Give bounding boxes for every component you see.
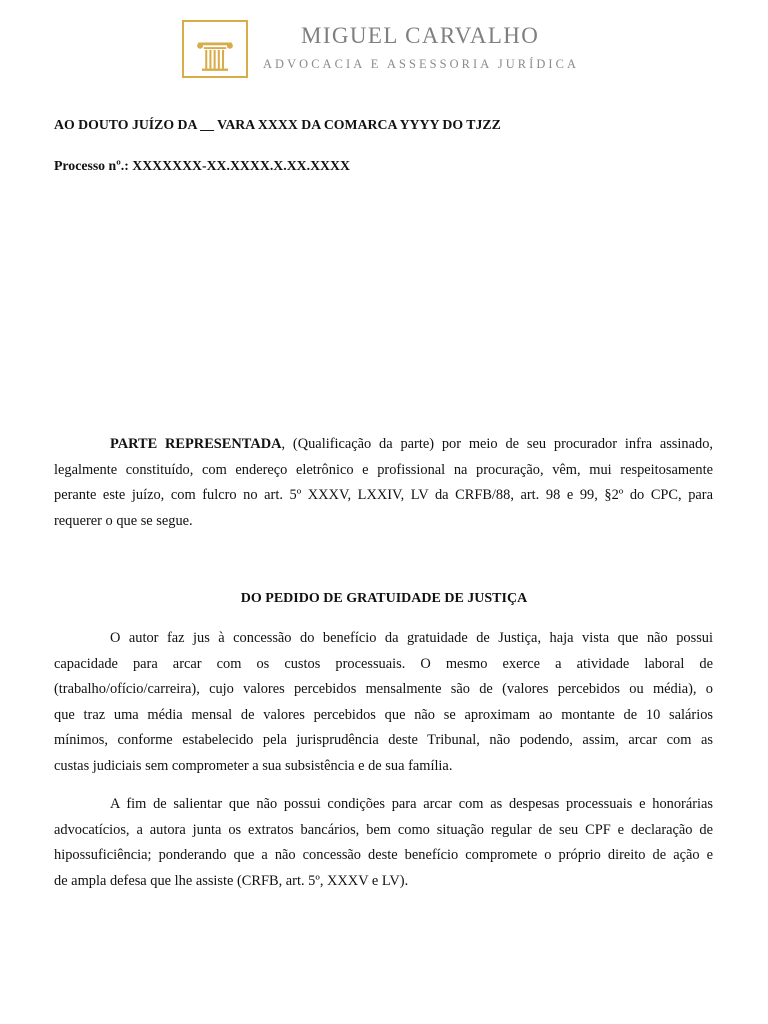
intro-paragraph (54, 432, 713, 534)
paragraph-line: que traz uma média mensal de valores percebidos que não se aproximam ao montante de 10 salários (54, 706, 713, 723)
paragraph-line: hipossuficiência; ponderando que a não concessão deste benefício compromete o próprio direito de ação e (54, 847, 713, 863)
intro-line: requerer o que se segue. (54, 512, 193, 529)
paragraph-line: mínimos, conforme estabelecido pela jurisprudência deste Tribunal, não podendo, assim, arcar com as (54, 732, 713, 748)
process-number: Processo nº.: XXXXXXX-XX.XXXX.X.XX.XXXX (54, 158, 350, 173)
paragraph-line: capacidade para arcar com os custos processuais. O mesmo exerce a atividade laboral de (54, 655, 713, 672)
gratuity-paragraph-2 (54, 792, 713, 894)
intro-line: perante este juízo, com fulcro no art. 5º XXXV, LXXIV, LV da CRFB/88, art. 98 e 99, §2º do CPC, para (54, 487, 713, 503)
paragraph-line: custas judiciais sem comprometer a sua subsistência e de sua família. (54, 757, 453, 774)
firm-tagline: ADVOCACIA E ASSESSORIA JURÍDICA (263, 57, 580, 71)
addressee-heading: AO DOUTO JUÍZO DA __ VARA XXXX DA COMARCA YYYY DO TJZZ (54, 117, 501, 132)
intro-line: PARTE REPRESENTADA, (Qualificação da parte) por meio de seu procurador infra assinado, (110, 436, 713, 452)
paragraph-line: de ampla defesa que lhe assiste (CRFB, art. 5º, XXXV e LV). (54, 872, 409, 889)
column-icon (184, 22, 246, 76)
firm-logo (182, 20, 248, 78)
firm-name: MIGUEL CARVALHO (301, 23, 540, 48)
paragraph-line: A fim de salientar que não possui condições para arcar com as despesas processuais e honorárias (110, 796, 713, 812)
paragraph-line: advocatícios, a autora junta os extratos bancários, bem como situação regular de seu CPF e declaração de (54, 821, 713, 838)
paragraph-line: O autor faz jus à concessão do benefício da gratuidade de Justiça, haja vista que não possui (110, 630, 713, 646)
section-title: DO PEDIDO DE GRATUIDADE DE JUSTIÇA (240, 591, 528, 606)
gratuity-paragraph-1 (54, 626, 713, 779)
party-label: PARTE REPRESENTADA (110, 436, 282, 452)
paragraph-line: (trabalho/ofício/carreira), cujo valores percebidos mensalmente são de (valores percebidos ou média), o (54, 681, 713, 697)
intro-line: legalmente constituído, com endereço eletrônico e profissional na procuração, vêm, mui respeitosamente (54, 461, 713, 478)
